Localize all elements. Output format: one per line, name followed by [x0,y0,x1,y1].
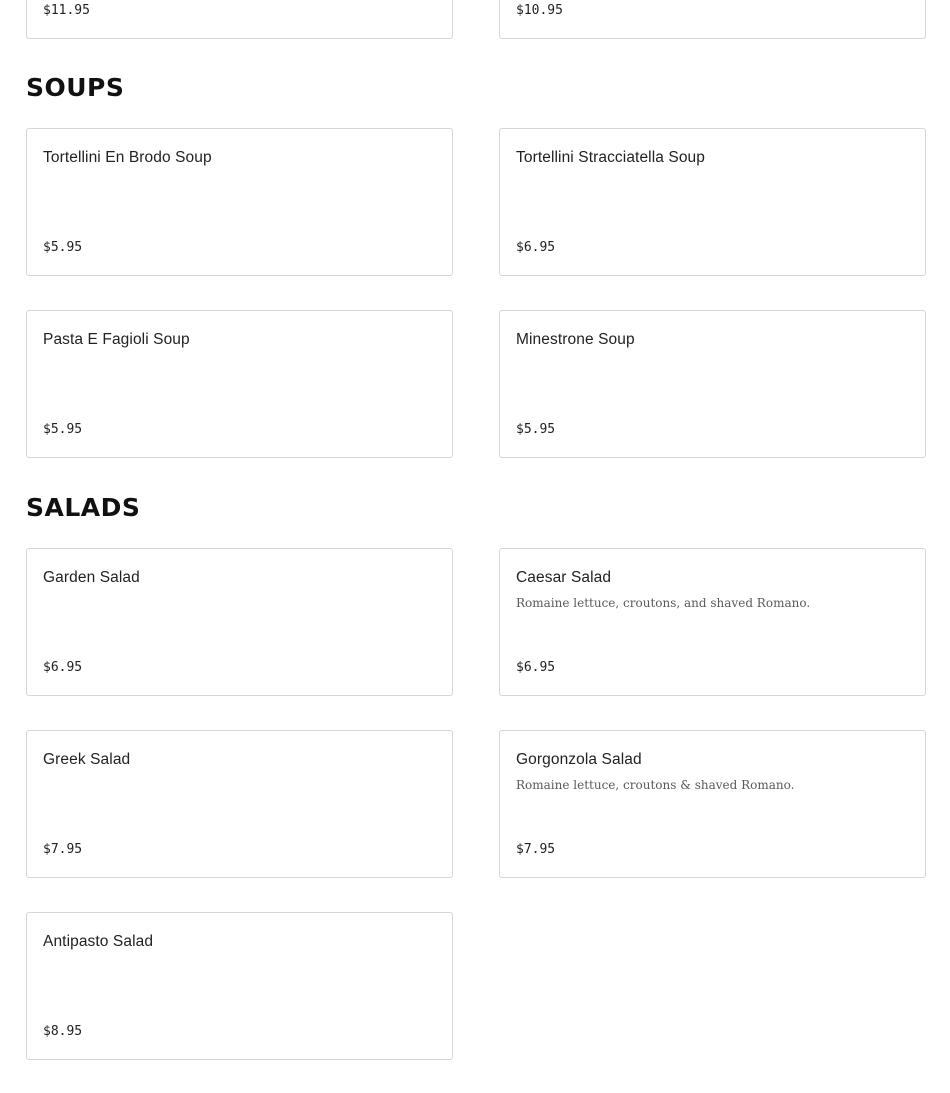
menu-item-price: $7.95 [43,842,83,857]
menu-item-card[interactable] [26,310,453,458]
menu-item-name: Greek Salad [43,751,131,768]
menu-item-price: $10.95 [516,3,563,18]
menu-item-price: $5.95 [43,422,83,437]
menu-item-name: Caesar Salad [516,569,612,586]
menu-item-price: $5.95 [516,422,556,437]
menu-item-price: $8.95 [43,1024,83,1039]
section-title-salads: SALADS [26,493,141,522]
menu-item-card[interactable] [26,730,453,878]
menu-item-card[interactable] [26,0,453,39]
menu-item-card[interactable] [26,912,453,1060]
menu-item-price: $6.95 [516,240,556,255]
menu-item-name: Minestrone Soup [516,331,635,348]
menu-item-card[interactable] [499,310,926,458]
menu-item-card[interactable] [499,730,926,878]
menu-item-name: Tortellini Stracciatella Soup [516,149,705,166]
menu-item-price: $5.95 [43,240,83,255]
menu-item-price: $6.95 [43,660,83,675]
menu-item-card[interactable] [499,548,926,696]
menu-item-price: $11.95 [43,3,90,18]
menu-item-name: Pasta E Fagioli Soup [43,331,190,348]
menu-item-name: Gorgonzola Salad [516,751,642,768]
menu-item-card[interactable] [26,548,453,696]
menu-item-name: Tortellini En Brodo Soup [43,149,212,166]
menu-item-name: Antipasto Salad [43,933,154,950]
section-title-soups: SOUPS [26,73,125,102]
menu-item-card[interactable] [499,128,926,276]
menu-item-description: Romaine lettuce, croutons & shaved Romano. [516,778,795,792]
menu-item-description: Romaine lettuce, croutons, and shaved Romano. [516,596,811,610]
menu-item-price: $6.95 [516,660,556,675]
menu-item-card[interactable] [499,0,926,39]
menu-item-card[interactable] [26,128,453,276]
menu-item-price: $7.95 [516,842,556,857]
menu-item-name: Garden Salad [43,569,140,586]
